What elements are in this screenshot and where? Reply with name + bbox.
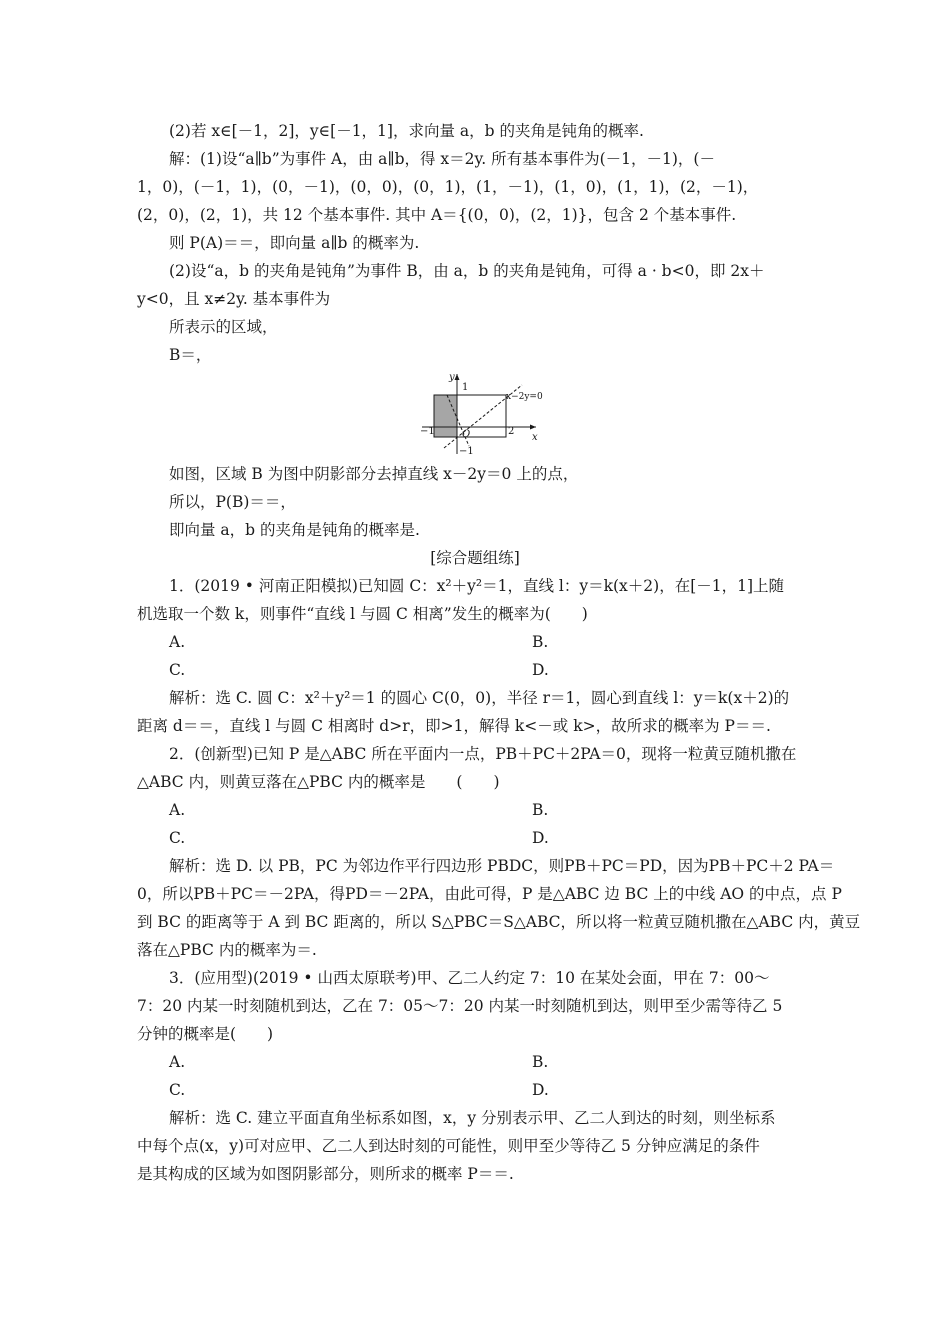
analysis-3: 中每个点(x，y)可对应甲、乙二人到达时刻的可能性，则甲至少等待乙 5 分钟应满足的条件 xyxy=(137,1137,760,1155)
option-a: A. xyxy=(169,633,186,651)
analysis-1: 距离 d＝＝，直线 l 与圆 C 相离时 d>r，即>1，解得 k<－或 k>，故所求的概率为 P＝＝. xyxy=(137,717,771,735)
solution-text: (2)设“a，b 的夹角是钝角”为事件 B，由 a，b 的夹角是钝角，可得 a · b<0，即 2x＋ xyxy=(169,262,765,280)
solution-text: y<0，且 x≠2y. 基本事件为 xyxy=(137,290,331,308)
problem-3: 分钟的概率是( ) xyxy=(137,1025,274,1043)
x-axis-arrow xyxy=(530,425,536,430)
option-d: D. xyxy=(532,661,549,679)
solution-text: 1，0)，(－1，1)，(0，－1)，(0，0)，(0，1)，(1，－1)，(1，0)，(1，1)，(2，－1)， xyxy=(137,178,759,196)
x-axis-label: x xyxy=(532,432,538,443)
option-b: B. xyxy=(532,801,549,819)
solution-text: 所以，P(B)＝＝， xyxy=(169,493,296,511)
analysis-2: 0，所以PB＋PC＝－2PA，得PD＝－2PA，由此可得，P 是△ABC 边 BC 上的中线 AO 的中点，点 P xyxy=(137,885,842,903)
analysis-2: 解析：选 D. 以 PB，PC 为邻边作平行四边形 PBDC，则PB＋PC＝PD，因为PB＋PC＋2 PA＝ xyxy=(169,857,835,875)
problem-3: 3．(应用型)(2019 • 山西太原联考)甲、乙二人约定 7：10 在某处会面，甲在 7：00～ xyxy=(169,969,770,987)
analysis-3: 解析：选 C. 建立平面直角坐标系如图，x，y 分别表示甲、乙二人到达的时刻，则坐标系 xyxy=(169,1109,776,1127)
solution-text: 即向量 a，b 的夹角是钝角的概率是. xyxy=(169,521,420,539)
solution-text: (2，0)，(2，1)，共 12 个基本事件. 其中 A＝{(0，0)，(2，1)}，包含 2 个基本事件. xyxy=(137,206,737,224)
tick-y-neg: −1 xyxy=(459,446,474,457)
y-axis-arrow xyxy=(455,374,460,380)
problem-1: 1．(2019 • 河南正阳模拟)已知圆 C：x²＋y²＝1，直线 l：y＝k(x＋2)，在[－1，1]上随 xyxy=(169,577,785,595)
option-d: D. xyxy=(532,829,549,847)
problem-3: 7：20 内某一时刻随机到达，乙在 7：05～7：20 内某一时刻随机到达，则甲至少需等待乙 5 xyxy=(137,997,783,1015)
solution-text: 则 P(A)＝＝，即向量 a∥b 的概率为. xyxy=(169,234,420,252)
solution-text: 所表示的区域， xyxy=(169,318,278,336)
tick-x-neg: −1 xyxy=(420,426,435,437)
option-b: B. xyxy=(532,633,549,651)
origin-label: O xyxy=(462,429,471,440)
analysis-3: 是其构成的区域为如图阴影部分，则所求的概率 P＝＝. xyxy=(137,1165,514,1183)
shaded-region xyxy=(434,395,457,437)
option-c: C. xyxy=(169,1081,186,1099)
region-figure xyxy=(414,368,544,458)
analysis-2: 到 BC 的距离等于 A 到 BC 距离的，所以 S△PBC＝S△ABC，所以将一粒黄豆随机撒在△ABC 内，黄豆 xyxy=(137,913,861,931)
tick-x-pos: 2 xyxy=(508,426,515,437)
question-part-2: (2)若 x∈[－1，2]，y∈[－1，1]，求向量 a，b 的夹角是钝角的概率. xyxy=(169,122,644,140)
problem-1: 机选取一个数 k，则事件“直线 l 与圆 C 相离”发生的概率为( ) xyxy=(137,605,588,623)
option-a: A. xyxy=(169,1053,186,1071)
problem-2: 2．(创新型)已知 P 是△ABC 所在平面内一点，PB＋PC＋2PA＝0，现将一粒黄豆随机撒在 xyxy=(169,745,797,763)
option-c: C. xyxy=(169,661,186,679)
option-d: D. xyxy=(532,1081,549,1099)
option-b: B. xyxy=(532,1053,549,1071)
y-axis-label: y xyxy=(449,372,455,383)
problem-2: △ABC 内，则黄豆落在△PBC 内的概率是 ( ) xyxy=(137,773,500,791)
option-c: C. xyxy=(169,829,186,847)
option-a: A. xyxy=(169,801,186,819)
solution-text: 如图，区域 B 为图中阴影部分去掉直线 x－2y＝0 上的点， xyxy=(169,465,579,483)
analysis-2: 落在△PBC 内的概率为＝. xyxy=(137,941,317,959)
solution-text: 解：(1)设“a∥b”为事件 A，由 a∥b，得 x＝2y. 所有基本事件为(－1，－1)，(－ xyxy=(169,150,715,168)
line-label: x−2y=0 xyxy=(506,392,543,402)
solution-text: B＝， xyxy=(169,346,212,364)
tick-y-pos: 1 xyxy=(462,382,469,393)
analysis-1: 解析：选 C. 圆 C：x²＋y²＝1 的圆心 C(0，0)，半径 r＝1，圆心到直线 l：y＝k(x＋2)的 xyxy=(169,689,790,707)
section-heading: [综合题组练] xyxy=(430,549,520,567)
